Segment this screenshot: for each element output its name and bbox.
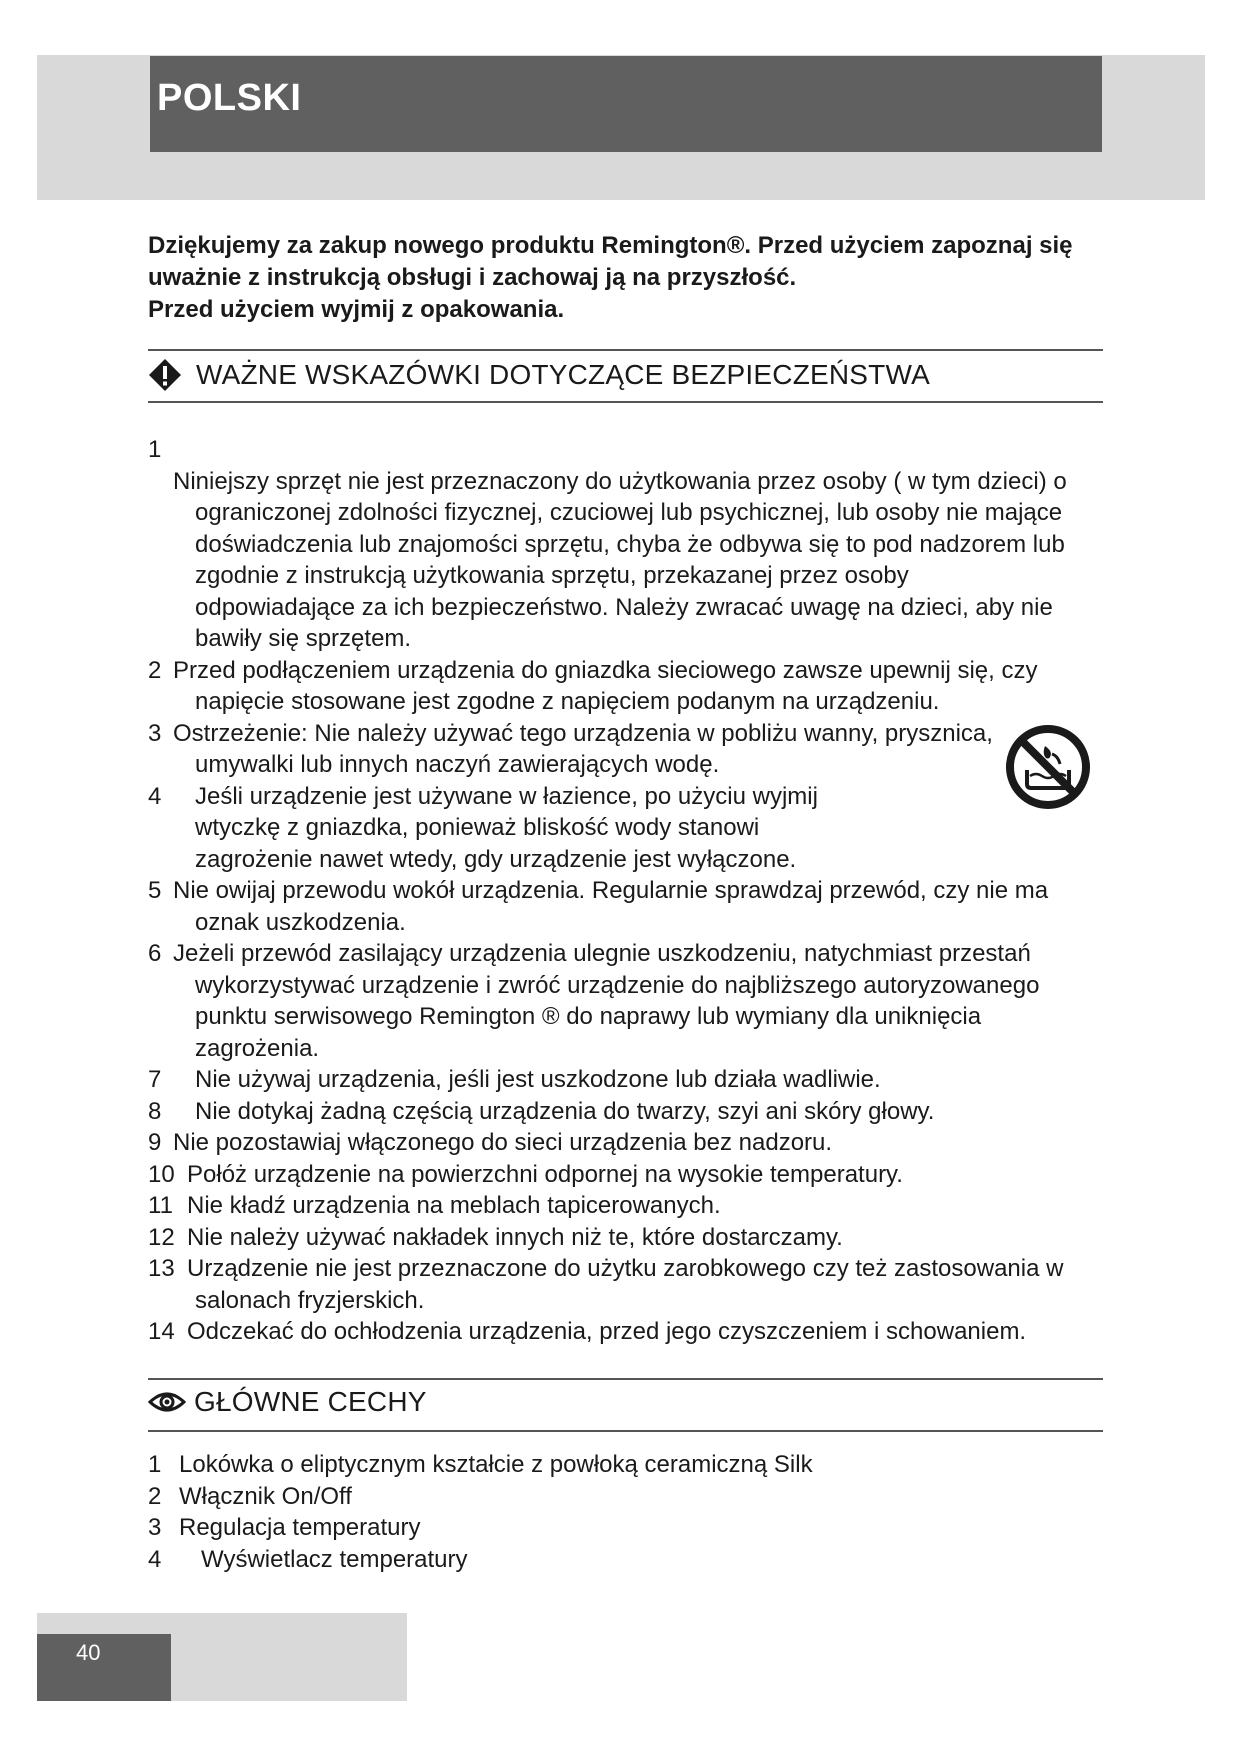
features-list [148, 1449, 1048, 1575]
page-number-box [37, 1634, 171, 1701]
list-item [148, 1253, 1068, 1316]
item-text: Wyświetlacz temperatury [201, 1545, 468, 1573]
language-title: POLSKI [157, 77, 302, 119]
item-text: Lokówka o eliptycznym kształcie z powłoką ceramiczną Silk [179, 1451, 813, 1478]
item-text: Przed podłączeniem urządzenia do gniazdka sieciowego zawsze upewnij się, czy napięcie stosowane jest zgodne z napięciem podanym na urządzeniu. [173, 656, 1038, 715]
list-item [148, 875, 1068, 938]
item-number: 4 [148, 1545, 162, 1573]
item-number: 10 [148, 1160, 175, 1188]
item-text: Nie pozostawiaj włączonego do sieci urządzenia bez nadzoru. [173, 1129, 833, 1156]
item-text: Nie kładź urządzenia na meblach tapicerowanych. [187, 1192, 721, 1219]
item-number: 2 [148, 1482, 162, 1510]
safety-title: WAŻNE WSKAZÓWKI DOTYCZĄCE BEZPIECZEŃSTWA [196, 359, 930, 390]
eye-icon [148, 1389, 186, 1415]
list-item [148, 938, 1068, 1064]
item-number: 7 [148, 1066, 162, 1093]
item-text: Włącznik On/Off [179, 1482, 352, 1510]
list-item [148, 1127, 1068, 1159]
divider [148, 1430, 1103, 1432]
item-number: 6 [148, 940, 162, 967]
warning-diamond-icon [148, 358, 182, 392]
list-item [148, 1481, 1048, 1513]
item-number: 1 [148, 1451, 162, 1478]
intro-text [148, 230, 1108, 326]
item-number: 8 [148, 1097, 162, 1125]
list-item [148, 1544, 1048, 1576]
intro-line: Przed użyciem wyjmij z opakowania. [148, 296, 565, 323]
list-item [148, 1316, 1068, 1348]
divider [148, 1378, 1103, 1380]
item-text: Nie dotykaj żadną częścią urządzenia do twarzy, szyi ani skóry głowy. [195, 1097, 935, 1125]
list-item [148, 1449, 1048, 1481]
list-item [148, 1222, 1068, 1254]
item-text: Odczekać do ochłodzenia urządzenia, przed jego czyszczeniem i schowaniem. [187, 1318, 1027, 1345]
item-number: 12 [148, 1223, 175, 1251]
page-number: 40 [76, 1640, 101, 1665]
item-number: 5 [148, 877, 162, 904]
no-bathtub-water-icon [1005, 724, 1091, 810]
features-heading [148, 1386, 427, 1418]
features-title: GŁÓWNE CECHY [194, 1386, 427, 1417]
item-text: Jeżeli przewód zasilający urządzenia ulegnie uszkodzeniu, natychmiast przestań wykorzystywać urządzenie i zwróć urządzenie do najbliższego autoryzowanego punktu serwisowego Remington ® do naprawy lub wymiany dla uniknięcia zagrożenia. [173, 940, 1040, 1062]
item-text: Niniejszy sprzęt nie jest przeznaczony do użytkowania przez osoby ( w tym dzieci) o ograniczonej zdolności fizycznej, czuciowej lub psychicznej, lub osoby nie mające doświadczenia lub znajomości sprzętu, chyba że odbywa się to pod nadzorem lub zgodnie z instrukcją użytkowania sprzętu, przekazanej przez osoby odpowiadające za ich bezpieczeństwo. Należy zwracać uwagę na dzieci, aby nie bawiły się sprzętem. [173, 467, 1067, 652]
intro-line: Dziękujemy za zakup nowego produktu Remington®. Przed użyciem zapoznaj się uważnie z instrukcją obsługi i zachowaj ją na przyszłość. [148, 232, 1073, 291]
list-item [148, 1064, 1068, 1096]
item-text: Nie należy używać nakładek innych niż te, które dostarczamy. [187, 1223, 843, 1251]
item-number: 3 [148, 1514, 162, 1541]
safety-list [148, 434, 1068, 1348]
list-item [148, 718, 1068, 781]
item-text: Jeśli urządzenie jest używane w łazience, po użyciu wyjmij wtyczkę z gniazdka, ponieważ bliskość wody stanowi zagrożenie nawet wtedy, gdy urządzenie jest wyłączone. [195, 782, 818, 873]
item-text: Urządzenie nie jest przeznaczone do użytku zarobkowego czy też zastosowania w salonach fryzjerskich. [187, 1255, 1064, 1314]
item-text: Regulacja temperatury [179, 1514, 421, 1541]
item-number: 3 [148, 719, 162, 747]
list-item [148, 1159, 1068, 1191]
item-number: 13 [148, 1255, 175, 1282]
item-text: Nie używaj urządzenia, jeśli jest uszkodzone lub działa wadliwie. [195, 1066, 881, 1093]
item-text: Połóż urządzenie na powierzchni odpornej na wysokie temperatury. [187, 1160, 903, 1188]
divider [148, 401, 1103, 403]
item-number: 11 [148, 1192, 173, 1219]
list-item [148, 655, 1068, 718]
divider [148, 349, 1103, 351]
item-number: 14 [148, 1318, 175, 1345]
list-item [148, 434, 1068, 655]
item-text: Nie owijaj przewodu wokół urządzenia. Regularnie sprawdzaj przewód, czy nie ma oznak uszkodzenia. [173, 877, 1049, 936]
list-item [148, 1512, 1048, 1544]
item-number: 9 [148, 1129, 162, 1156]
item-number: 4 [148, 782, 162, 810]
item-number: 1 [148, 436, 162, 463]
list-item [148, 781, 1068, 876]
item-number: 2 [148, 656, 162, 684]
list-item [148, 1096, 1068, 1128]
list-item [148, 1190, 1068, 1222]
safety-heading [148, 358, 930, 392]
item-text: Ostrzeżenie: Nie należy używać tego urządzenia w pobliżu wanny, prysznica, umywalki lub innych naczyń zawierających wodę. [173, 719, 993, 778]
